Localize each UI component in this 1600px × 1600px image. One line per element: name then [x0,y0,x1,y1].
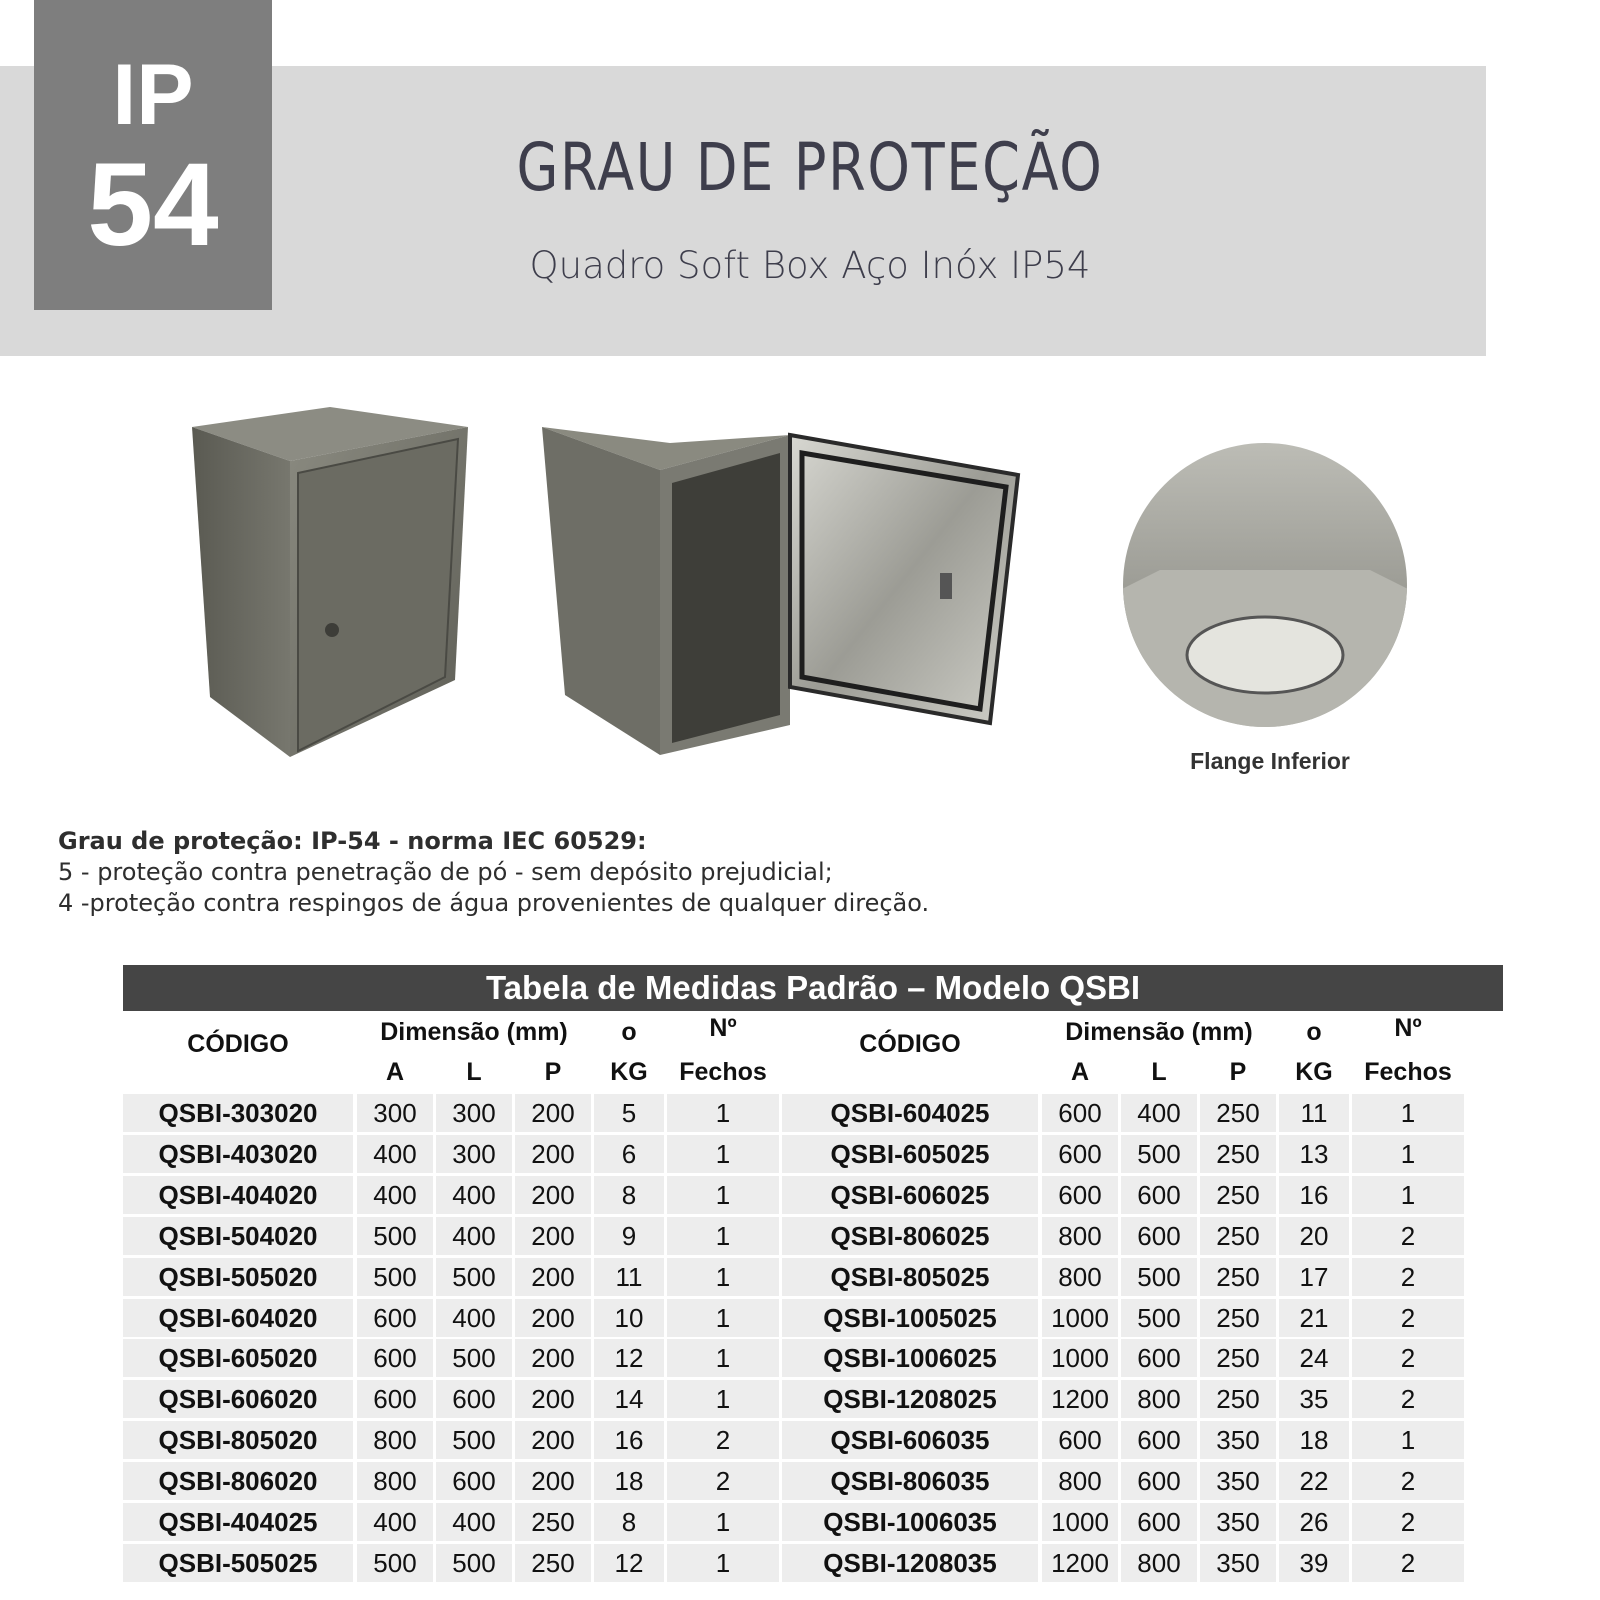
table-cell-a-right: 800 [1042,1217,1118,1255]
table-cell-weight-right: 21 [1279,1299,1349,1337]
table-cell-l-right: 500 [1121,1135,1197,1173]
table-cell-closures-left: 2 [667,1421,779,1459]
table-cell-closures-left: 1 [667,1176,779,1214]
table-cell-closures-left: 1 [667,1544,779,1582]
table-cell-closures-right: 1 [1352,1135,1464,1173]
header-weight-top-left: o [621,1018,637,1046]
header-p-right: P [1229,1058,1247,1086]
table-cell-code-right: QSBI-805025 [782,1258,1038,1296]
closed-enclosure-image [190,405,485,765]
table-cell-l-right: 600 [1121,1421,1197,1459]
table-cell-code-right: QSBI-606035 [782,1421,1038,1459]
header-closures-right: Fechos [1364,1058,1452,1086]
table-cell-l-left: 400 [436,1176,512,1214]
table-cell-closures-right: 2 [1352,1258,1464,1296]
table-cell-code-left: QSBI-505025 [123,1544,353,1582]
description-line-2: 4 -proteção contra respingos de água provenientes de qualquer direção. [58,889,930,917]
table-cell-weight-right: 24 [1279,1339,1349,1377]
table-cell-closures-right: 2 [1352,1339,1464,1377]
table-cell-a-left: 800 [357,1462,433,1500]
table-cell-p-left: 200 [515,1135,591,1173]
table-cell-code-left: QSBI-605020 [123,1339,353,1377]
table-cell-weight-right: 11 [1279,1094,1349,1132]
table-cell-a-right: 1200 [1042,1380,1118,1418]
table-cell-a-right: 1000 [1042,1503,1118,1541]
table-cell-l-left: 500 [436,1421,512,1459]
table-cell-closures-left: 1 [667,1135,779,1173]
header-dimension-right: Dimensão (mm) [1065,1018,1253,1046]
table-cell-p-left: 200 [515,1217,591,1255]
table-cell-weight-right: 16 [1279,1176,1349,1214]
table-cell-p-left: 200 [515,1339,591,1377]
header-l-left: L [466,1058,482,1086]
table-cell-a-right: 800 [1042,1462,1118,1500]
table-cell-l-left: 500 [436,1258,512,1296]
table-cell-p-right: 250 [1200,1299,1276,1337]
table-cell-closures-right: 2 [1352,1380,1464,1418]
table-cell-code-right: QSBI-606025 [782,1176,1038,1214]
table-cell-p-right: 250 [1200,1380,1276,1418]
table-cell-p-right: 250 [1200,1339,1276,1377]
table-cell-l-right: 400 [1121,1094,1197,1132]
table-cell-l-right: 600 [1121,1217,1197,1255]
table-cell-closures-left: 1 [667,1339,779,1377]
table-cell-l-right: 500 [1121,1258,1197,1296]
table-cell-l-left: 400 [436,1503,512,1541]
table-cell-p-right: 250 [1200,1135,1276,1173]
table-cell-a-right: 1000 [1042,1339,1118,1377]
table-cell-l-left: 500 [436,1544,512,1582]
table-cell-weight-right: 13 [1279,1135,1349,1173]
header-l-right: L [1151,1058,1167,1086]
table-cell-a-right: 1000 [1042,1299,1118,1337]
flange-caption: Flange Inferior [1190,748,1350,774]
table-cell-a-left: 400 [357,1176,433,1214]
table-cell-p-left: 200 [515,1176,591,1214]
table-cell-p-right: 250 [1200,1176,1276,1214]
table-cell-weight-left: 8 [594,1503,664,1541]
table-cell-code-left: QSBI-806020 [123,1462,353,1500]
table-cell-closures-left: 1 [667,1217,779,1255]
table-cell-code-left: QSBI-604020 [123,1299,353,1337]
table-cell-a-left: 500 [357,1258,433,1296]
protection-description [58,826,1358,919]
table-cell-l-left: 400 [436,1217,512,1255]
flange-inferior-image [1120,440,1410,730]
header-closures-top-left: Nº [709,1014,737,1042]
table-cell-a-left: 600 [357,1339,433,1377]
table-cell-a-left: 600 [357,1380,433,1418]
ip-rating-badge [34,0,272,310]
table-cell-weight-left: 9 [594,1217,664,1255]
header-weight-right: KG [1295,1058,1333,1086]
table-cell-closures-right: 1 [1352,1421,1464,1459]
table-cell-weight-right: 35 [1279,1380,1349,1418]
table-cell-l-right: 600 [1121,1503,1197,1541]
table-cell-closures-left: 1 [667,1299,779,1337]
header-code-left: CÓDIGO [187,1030,289,1058]
table-cell-p-right: 250 [1200,1258,1276,1296]
table-cell-l-left: 400 [436,1299,512,1337]
table-cell-closures-left: 1 [667,1503,779,1541]
header-code-right: CÓDIGO [859,1030,961,1058]
table-cell-weight-left: 5 [594,1094,664,1132]
table-cell-a-right: 800 [1042,1258,1118,1296]
table-cell-a-left: 300 [357,1094,433,1132]
table-cell-code-right: QSBI-605025 [782,1135,1038,1173]
table-cell-l-right: 500 [1121,1299,1197,1337]
table-cell-closures-right: 1 [1352,1094,1464,1132]
table-cell-l-right: 600 [1121,1339,1197,1377]
table-title: Tabela de Medidas Padrão – Modelo QSBI [123,965,1503,1011]
table-cell-closures-right: 2 [1352,1503,1464,1541]
table-cell-code-left: QSBI-303020 [123,1094,353,1132]
table-cell-weight-right: 26 [1279,1503,1349,1541]
table-cell-weight-left: 11 [594,1258,664,1296]
table-cell-weight-right: 22 [1279,1462,1349,1500]
table-cell-a-left: 500 [357,1544,433,1582]
table-cell-closures-right: 2 [1352,1544,1464,1582]
header-a-left: A [385,1058,405,1086]
table-cell-closures-right: 2 [1352,1217,1464,1255]
table-cell-p-left: 200 [515,1094,591,1132]
header-weight-left: KG [610,1058,648,1086]
table-cell-p-left: 200 [515,1258,591,1296]
description-line-1: 5 - proteção contra penetração de pó - sem depósito prejudicial; [58,858,833,886]
table-cell-weight-left: 14 [594,1380,664,1418]
header-weight-top-right: o [1306,1018,1322,1046]
table-cell-weight-left: 10 [594,1299,664,1337]
page-title: GRAU DE PROTEÇÃO [516,129,1104,206]
table-cell-a-left: 600 [357,1299,433,1337]
header-dimension-left: Dimensão (mm) [380,1018,568,1046]
ip-label: IP [112,47,194,143]
table-cell-closures-left: 1 [667,1380,779,1418]
table-cell-closures-left: 1 [667,1094,779,1132]
table-cell-code-right: QSBI-1006035 [782,1503,1038,1541]
table-cell-p-left: 250 [515,1544,591,1582]
header-a-right: A [1070,1058,1090,1086]
table-cell-p-left: 200 [515,1462,591,1500]
table-cell-p-left: 200 [515,1380,591,1418]
table-cell-code-left: QSBI-404020 [123,1176,353,1214]
table-cell-code-right: QSBI-1208035 [782,1544,1038,1582]
table-cell-l-right: 600 [1121,1176,1197,1214]
table-cell-p-right: 350 [1200,1503,1276,1541]
table-cell-code-left: QSBI-504020 [123,1217,353,1255]
table-cell-code-right: QSBI-1006025 [782,1339,1038,1377]
table-cell-p-right: 250 [1200,1094,1276,1132]
table-cell-weight-right: 18 [1279,1421,1349,1459]
table-cell-p-right: 250 [1200,1217,1276,1255]
table-cell-l-left: 500 [436,1339,512,1377]
table-cell-p-left: 200 [515,1299,591,1337]
table-cell-closures-right: 1 [1352,1176,1464,1214]
table-cell-p-left: 200 [515,1421,591,1459]
table-cell-weight-right: 20 [1279,1217,1349,1255]
table-cell-code-right: QSBI-1208025 [782,1380,1038,1418]
table-cell-code-left: QSBI-606020 [123,1380,353,1418]
table-cell-l-left: 600 [436,1462,512,1500]
table-cell-code-right: QSBI-806025 [782,1217,1038,1255]
table-cell-code-right: QSBI-806035 [782,1462,1038,1500]
table-cell-l-right: 600 [1121,1462,1197,1500]
table-cell-code-right: QSBI-604025 [782,1094,1038,1132]
table-cell-l-right: 800 [1121,1380,1197,1418]
table-cell-l-right: 800 [1121,1544,1197,1582]
table-cell-weight-left: 12 [594,1339,664,1377]
table-cell-a-right: 600 [1042,1176,1118,1214]
table-cell-l-left: 300 [436,1094,512,1132]
table-cell-closures-right: 2 [1352,1299,1464,1337]
page-subtitle: Quadro Soft Box Aço Inóx IP54 [529,244,1091,287]
table-cell-a-right: 1200 [1042,1544,1118,1582]
table-cell-p-left: 250 [515,1503,591,1541]
table-cell-a-right: 600 [1042,1094,1118,1132]
table-cell-code-left: QSBI-403020 [123,1135,353,1173]
table-cell-code-left: QSBI-805020 [123,1421,353,1459]
table-cell-weight-left: 12 [594,1544,664,1582]
table-cell-weight-left: 6 [594,1135,664,1173]
table-cell-closures-left: 1 [667,1258,779,1296]
table-cell-closures-right: 2 [1352,1462,1464,1500]
table-cell-weight-left: 16 [594,1421,664,1459]
table-cell-a-left: 800 [357,1421,433,1459]
header-closures-left: Fechos [679,1058,767,1086]
table-cell-a-right: 600 [1042,1135,1118,1173]
open-enclosure-image [540,425,1040,765]
table-cell-weight-left: 8 [594,1176,664,1214]
table-cell-a-left: 400 [357,1503,433,1541]
table-cell-p-right: 350 [1200,1421,1276,1459]
table-cell-a-left: 400 [357,1135,433,1173]
header-closures-top-right: Nº [1394,1014,1422,1042]
table-cell-code-right: QSBI-1005025 [782,1299,1038,1337]
table-cell-a-left: 500 [357,1217,433,1255]
table-cell-l-left: 300 [436,1135,512,1173]
table-cell-closures-left: 2 [667,1462,779,1500]
table-cell-weight-left: 18 [594,1462,664,1500]
table-cell-p-right: 350 [1200,1462,1276,1500]
table-cell-l-left: 600 [436,1380,512,1418]
table-cell-weight-right: 17 [1279,1258,1349,1296]
table-cell-code-left: QSBI-505020 [123,1258,353,1296]
table-cell-code-left: QSBI-404025 [123,1503,353,1541]
description-heading: Grau de proteção: IP-54 - norma IEC 60529: [58,827,647,855]
table-cell-p-right: 350 [1200,1544,1276,1582]
header-p-left: P [544,1058,562,1086]
table-cell-weight-right: 39 [1279,1544,1349,1582]
ip-number: 54 [87,139,219,271]
table-cell-a-right: 600 [1042,1421,1118,1459]
